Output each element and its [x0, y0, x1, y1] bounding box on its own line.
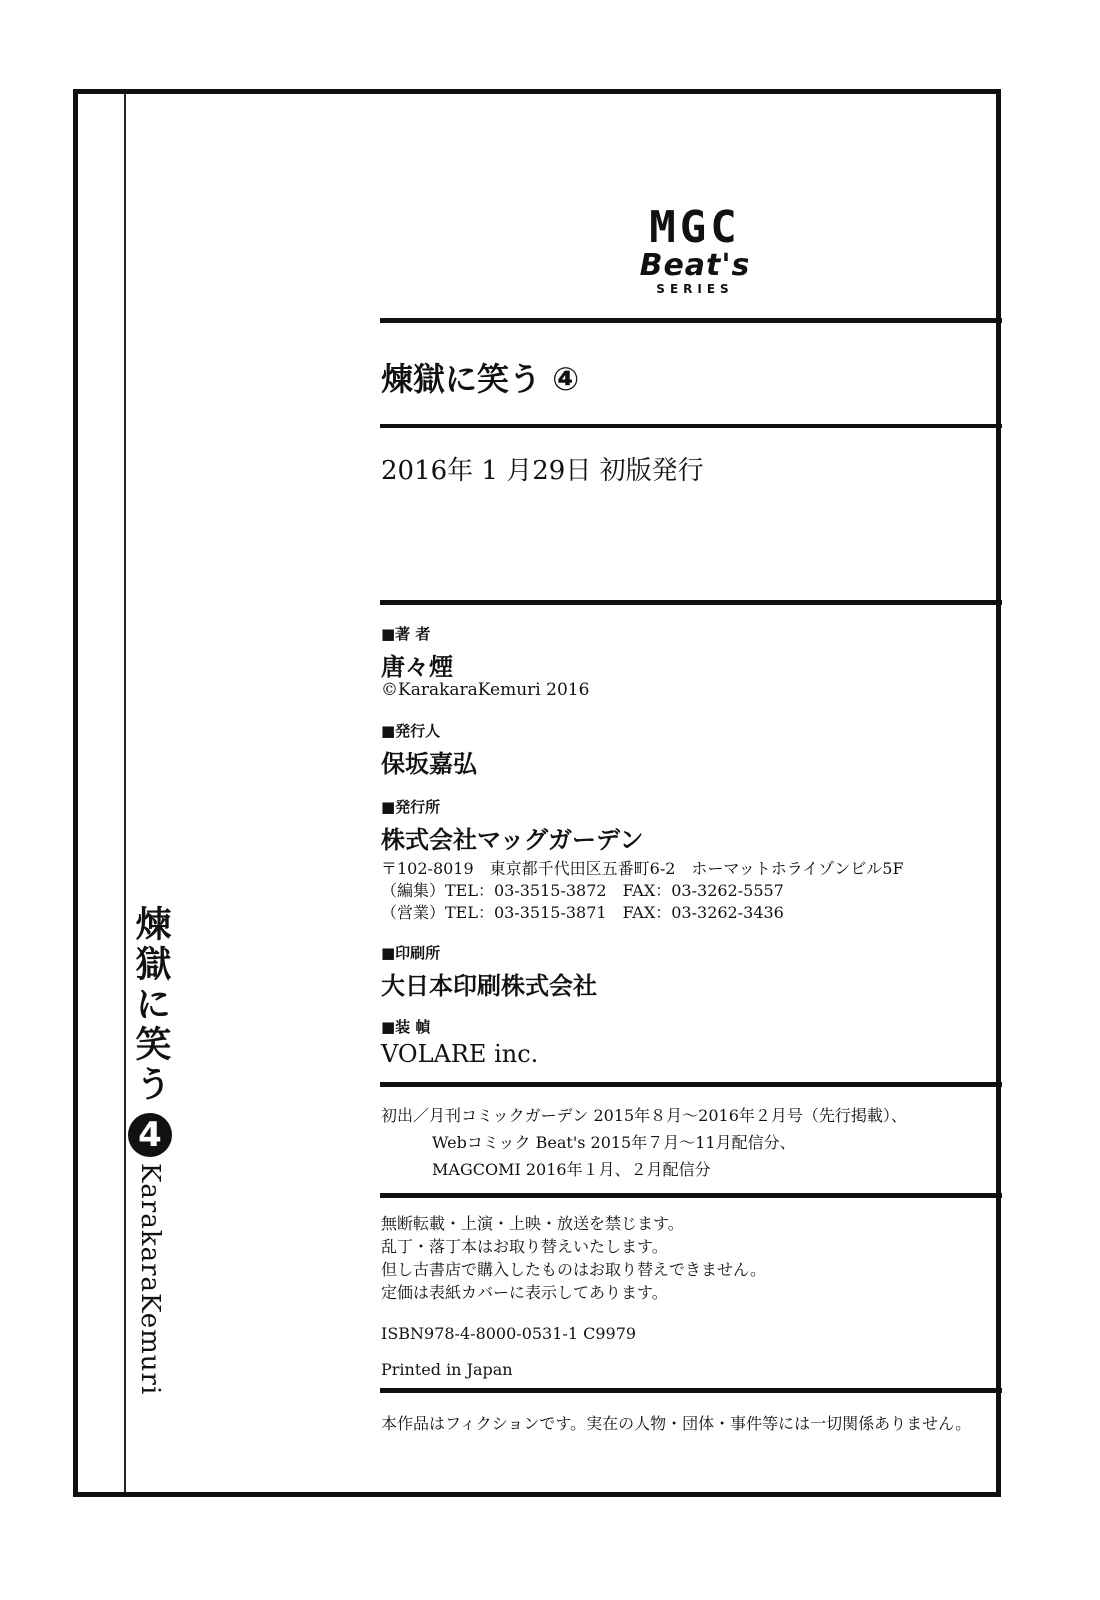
notice-line2: 乱丁・落丁本はお取り替えいたします。 — [381, 1237, 668, 1256]
rule-5 — [380, 1193, 1002, 1198]
tel-editorial: （編集）TEL：03-3515-3872 FAX：03-3262-5557 — [381, 881, 784, 900]
first-appearance-line3: MAGCOMI 2016年１月、２月配信分 — [432, 1160, 711, 1179]
isbn: ISBN978-4-8000-0531-1 C9979 — [381, 1324, 637, 1343]
spine — [126, 905, 174, 1399]
rule-4 — [380, 1082, 1002, 1087]
design-name: VOLARE inc. — [381, 1040, 539, 1068]
rule-6 — [380, 1388, 1002, 1393]
rule-3 — [380, 600, 1002, 605]
mgc-beats-logo — [630, 202, 760, 297]
notice-line1: 無断転載・上演・上映・放送を禁じます。 — [381, 1214, 684, 1233]
fiction-disclaimer: 本作品はフィクションです。実在の人物・団体・事件等には一切関係ありません。 — [381, 1414, 972, 1433]
logo-line-mgc: MGC — [649, 202, 741, 253]
publication-date: 2016年 1 月29日 初版発行 — [381, 456, 704, 486]
rule-2 — [380, 424, 1002, 428]
rule-1 — [380, 318, 1002, 323]
first-appearance-line1: 初出／月刊コミックガーデン 2015年８月～2016年２月号（先行掲載）、 — [381, 1106, 907, 1125]
logo-line-series: SERIES — [656, 282, 734, 296]
design-label: ■装 幀 — [381, 1018, 431, 1036]
publisher-address: 〒102-8019 東京都千代田区五番町6-2 ホーマットホライゾンビル5F — [381, 859, 904, 878]
spine-volume-badge: 4 — [128, 1113, 172, 1157]
copyright: ©KarakaraKemuri 2016 — [381, 680, 590, 700]
publisher-person-label: ■発行人 — [381, 722, 441, 740]
tel-sales: （営業）TEL：03-3515-3871 FAX：03-3262-3436 — [381, 903, 784, 922]
publisher-name: 株式会社マッグガーデン — [381, 825, 644, 854]
first-appearance-line2: Webコミック Beat's 2015年７月～11月配信分、 — [432, 1133, 796, 1152]
author-name: 唐々煙 — [381, 652, 453, 681]
printer-name: 大日本印刷株式会社 — [381, 971, 597, 1000]
book-title: 煉獄に笑う ④ — [381, 360, 580, 398]
logo-line-beats: Beat's — [639, 248, 751, 283]
printed-in: Printed in Japan — [381, 1360, 513, 1379]
author-label: ■著 者 — [381, 625, 431, 643]
spine-author: KarakaraKemuri — [135, 1163, 165, 1396]
spine-title: 煉獄に笑う — [130, 905, 171, 1105]
notice-line3: 但し古書店で購入したものはお取り替えできません。 — [381, 1260, 766, 1279]
printer-label: ■印刷所 — [381, 944, 441, 962]
notice-line4: 定価は表紙カバーに表示してあります。 — [381, 1283, 668, 1302]
publisher-person: 保坂嘉弘 — [381, 749, 477, 778]
publisher-label: ■発行所 — [381, 798, 441, 816]
